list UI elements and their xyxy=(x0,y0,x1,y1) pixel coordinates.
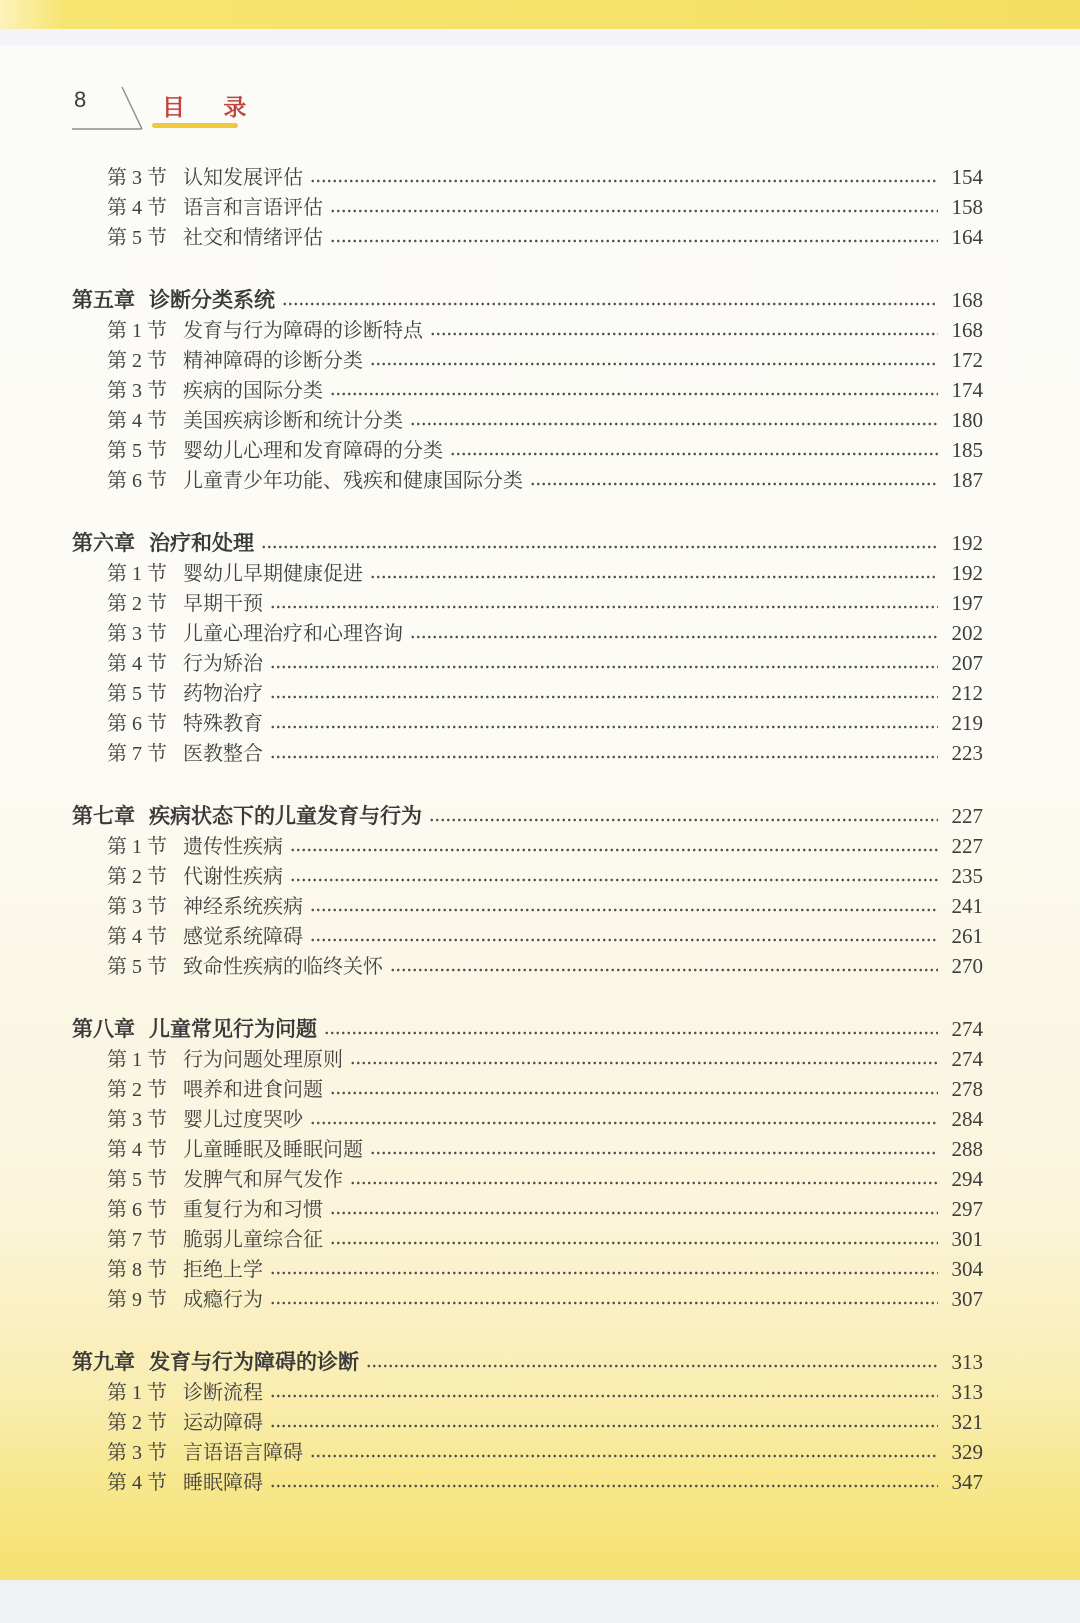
dot-leader xyxy=(290,860,938,890)
toc-section-row xyxy=(72,677,983,707)
section-title: 语言和言语评估 xyxy=(183,197,323,219)
chapter-label: 第九章 xyxy=(72,1351,135,1374)
section-page-number: 187 xyxy=(951,468,983,492)
section-page-number: 180 xyxy=(951,408,983,432)
toc-section-row xyxy=(72,1193,983,1223)
section-page-number: 202 xyxy=(951,621,983,645)
section-label: 第 7 节 xyxy=(107,1229,167,1251)
toc-section-row xyxy=(72,1133,983,1163)
toc-section-row xyxy=(72,830,983,860)
toc-section-row xyxy=(72,647,983,677)
section-title: 儿童睡眠及睡眠问题 xyxy=(183,1139,363,1161)
chapter-title: 发育与行为障碍的诊断 xyxy=(149,1351,359,1374)
toc-section-row xyxy=(72,1436,983,1466)
chapter-label: 第七章 xyxy=(72,805,135,828)
section-title: 婴幼儿早期健康促进 xyxy=(183,563,363,585)
section-page-number: 307 xyxy=(951,1287,983,1311)
section-label: 第 4 节 xyxy=(107,410,167,432)
section-title: 神经系统疾病 xyxy=(183,896,303,918)
toc-list xyxy=(72,161,983,1496)
section-title: 认知发展评估 xyxy=(183,167,303,189)
dot-leader xyxy=(430,314,938,344)
section-title: 致命性疾病的临终关怀 xyxy=(183,956,383,978)
section-label: 第 9 节 xyxy=(107,1289,167,1311)
toc-section-row xyxy=(72,464,983,494)
dot-leader xyxy=(330,1223,938,1253)
section-title: 重复行为和习惯 xyxy=(183,1199,323,1221)
dot-leader xyxy=(270,1283,938,1313)
section-page-number: 212 xyxy=(951,681,983,705)
toc-section-row xyxy=(72,707,983,737)
section-label: 第 5 节 xyxy=(107,440,167,462)
chapter-label: 第五章 xyxy=(72,289,135,312)
dot-leader xyxy=(324,1013,938,1043)
section-label: 第 3 节 xyxy=(107,380,167,402)
dot-leader xyxy=(310,890,938,920)
toc-section-row xyxy=(72,1043,983,1073)
section-label: 第 1 节 xyxy=(107,320,167,342)
section-title: 喂养和进食问题 xyxy=(183,1079,323,1101)
section-label: 第 2 节 xyxy=(107,1412,167,1434)
section-label: 第 4 节 xyxy=(107,1139,167,1161)
section-page-number: 301 xyxy=(951,1227,983,1251)
section-page-number: 174 xyxy=(951,378,983,402)
section-title: 发脾气和屏气发作 xyxy=(183,1169,343,1191)
toc-chapter-row xyxy=(72,284,983,314)
section-title: 遗传性疾病 xyxy=(183,836,283,858)
dot-leader xyxy=(366,1346,938,1376)
dot-leader xyxy=(282,284,938,314)
section-page-number: 297 xyxy=(951,1197,983,1221)
section-page-number: 223 xyxy=(951,741,983,765)
section-title: 成瘾行为 xyxy=(183,1289,263,1311)
dot-leader xyxy=(330,1073,938,1103)
section-page-number: 197 xyxy=(951,591,983,615)
dot-leader xyxy=(429,800,938,830)
section-page-number: 261 xyxy=(951,924,983,948)
toc-section-row xyxy=(72,890,983,920)
section-title: 运动障碍 xyxy=(183,1412,263,1434)
dot-leader xyxy=(270,587,938,617)
toc-section-row xyxy=(72,221,983,251)
section-page-number: 172 xyxy=(951,348,983,372)
section-title: 言语语言障碍 xyxy=(183,1442,303,1464)
section-page-number: 329 xyxy=(951,1440,983,1464)
section-label: 第 2 节 xyxy=(107,1079,167,1101)
book-page xyxy=(0,45,1080,1580)
dot-leader xyxy=(350,1163,938,1193)
folio-page-number: 8 xyxy=(74,87,87,112)
dot-leader xyxy=(370,344,938,374)
section-label: 第 2 节 xyxy=(107,866,167,888)
dot-leader xyxy=(270,737,938,767)
section-title: 脆弱儿童综合征 xyxy=(183,1229,323,1251)
section-title: 发育与行为障碍的诊断特点 xyxy=(183,320,423,342)
toc-section-row xyxy=(72,344,983,374)
section-page-number: 207 xyxy=(951,651,983,675)
dot-leader xyxy=(330,374,938,404)
toc-section-row xyxy=(72,860,983,890)
section-page-number: 168 xyxy=(951,318,983,342)
section-title: 社交和情绪评估 xyxy=(183,227,323,249)
section-label: 第 6 节 xyxy=(107,713,167,735)
section-label: 第 1 节 xyxy=(107,836,167,858)
toc-section-row xyxy=(72,587,983,617)
section-title: 睡眠障碍 xyxy=(183,1472,263,1494)
section-label: 第 6 节 xyxy=(107,1199,167,1221)
chapter-page-number: 192 xyxy=(951,531,983,555)
section-label: 第 3 节 xyxy=(107,896,167,918)
section-page-number: 270 xyxy=(951,954,983,978)
section-page-number: 347 xyxy=(951,1470,983,1494)
dot-leader xyxy=(450,434,938,464)
toc-section-row xyxy=(72,374,983,404)
section-page-number: 321 xyxy=(951,1410,983,1434)
toc-section-row xyxy=(72,737,983,767)
toc-section-row xyxy=(72,617,983,647)
section-title: 早期干预 xyxy=(183,593,263,615)
section-title: 精神障碍的诊断分类 xyxy=(183,350,363,372)
section-label: 第 4 节 xyxy=(107,1472,167,1494)
section-title: 婴幼儿心理和发育障碍的分类 xyxy=(183,440,443,462)
title-underline-bar xyxy=(152,123,238,128)
section-label: 第 5 节 xyxy=(107,227,167,249)
dot-leader xyxy=(310,1103,938,1133)
dot-leader xyxy=(290,830,938,860)
section-page-number: 294 xyxy=(951,1167,983,1191)
dot-leader xyxy=(330,1193,938,1223)
top-scan-band xyxy=(0,0,1080,29)
toc-section-row xyxy=(72,1406,983,1436)
dot-leader xyxy=(270,1253,938,1283)
dot-leader xyxy=(270,677,938,707)
section-title: 诊断流程 xyxy=(183,1382,263,1404)
chapter-page-number: 274 xyxy=(951,1017,983,1041)
section-label: 第 1 节 xyxy=(107,1049,167,1071)
dot-leader xyxy=(270,1406,938,1436)
section-page-number: 235 xyxy=(951,864,983,888)
section-page-number: 274 xyxy=(951,1047,983,1071)
page-title: 目 录 xyxy=(162,94,248,120)
toc-chapter-row xyxy=(72,1346,983,1376)
chapter-page-number: 168 xyxy=(951,288,983,312)
section-label: 第 3 节 xyxy=(107,623,167,645)
section-label: 第 4 节 xyxy=(107,653,167,675)
section-page-number: 284 xyxy=(951,1107,983,1131)
section-page-number: 219 xyxy=(951,711,983,735)
toc-section-row xyxy=(72,1376,983,1406)
chapter-label: 第六章 xyxy=(72,532,135,555)
section-title: 行为问题处理原则 xyxy=(183,1049,343,1071)
dot-leader xyxy=(390,950,938,980)
section-page-number: 304 xyxy=(951,1257,983,1281)
section-title: 特殊教育 xyxy=(183,713,263,735)
dot-leader xyxy=(410,617,938,647)
chapter-title: 疾病状态下的儿童发育与行为 xyxy=(149,805,422,828)
section-label: 第 4 节 xyxy=(107,926,167,948)
section-title: 代谢性疾病 xyxy=(183,866,283,888)
section-page-number: 192 xyxy=(951,561,983,585)
section-page-number: 154 xyxy=(951,165,983,189)
dot-leader xyxy=(270,1376,938,1406)
chapter-title: 儿童常见行为问题 xyxy=(149,1018,317,1041)
section-title: 儿童心理治疗和心理咨询 xyxy=(183,623,403,645)
toc-section-row xyxy=(72,1163,983,1193)
toc-section-row xyxy=(72,1283,983,1313)
dot-leader xyxy=(270,707,938,737)
toc-section-row xyxy=(72,1466,983,1496)
dot-leader xyxy=(261,527,938,557)
dot-leader xyxy=(270,647,938,677)
section-page-number: 313 xyxy=(951,1380,983,1404)
section-title: 婴儿过度哭吵 xyxy=(183,1109,303,1131)
section-page-number: 288 xyxy=(951,1137,983,1161)
dot-leader xyxy=(270,1466,938,1496)
section-page-number: 158 xyxy=(951,195,983,219)
section-label: 第 1 节 xyxy=(107,1382,167,1404)
section-label: 第 1 节 xyxy=(107,563,167,585)
section-label: 第 2 节 xyxy=(107,593,167,615)
chapter-page-number: 313 xyxy=(951,1350,983,1374)
section-label: 第 3 节 xyxy=(107,1442,167,1464)
section-page-number: 278 xyxy=(951,1077,983,1101)
chapter-title: 诊断分类系统 xyxy=(149,289,275,312)
chapter-title: 治疗和处理 xyxy=(149,532,254,555)
toc-section-row xyxy=(72,161,983,191)
dot-leader xyxy=(310,161,938,191)
section-title: 医教整合 xyxy=(183,743,263,765)
dot-leader xyxy=(310,920,938,950)
dot-leader xyxy=(410,404,938,434)
toc-chapter-row xyxy=(72,800,983,830)
dot-leader xyxy=(330,221,938,251)
toc-section-row xyxy=(72,1103,983,1133)
section-title: 疾病的国际分类 xyxy=(183,380,323,402)
section-label: 第 6 节 xyxy=(107,470,167,492)
section-label: 第 8 节 xyxy=(107,1259,167,1281)
bottom-page-edge xyxy=(0,1580,1080,1623)
toc-section-row xyxy=(72,191,983,221)
toc-section-row xyxy=(72,1223,983,1253)
dot-leader xyxy=(370,557,938,587)
toc-section-row xyxy=(72,950,983,980)
section-label: 第 3 节 xyxy=(107,167,167,189)
top-page-edge xyxy=(0,29,1080,45)
toc-section-row xyxy=(72,314,983,344)
page-header xyxy=(72,83,983,133)
section-label: 第 5 节 xyxy=(107,683,167,705)
section-title: 儿童青少年功能、残疾和健康国际分类 xyxy=(183,470,523,492)
chapter-label: 第八章 xyxy=(72,1018,135,1041)
dot-leader xyxy=(370,1133,938,1163)
toc-chapter-row xyxy=(72,1013,983,1043)
section-page-number: 227 xyxy=(951,834,983,858)
section-title: 行为矫治 xyxy=(183,653,263,675)
section-title: 美国疾病诊断和统计分类 xyxy=(183,410,403,432)
dot-leader xyxy=(310,1436,938,1466)
dot-leader xyxy=(350,1043,938,1073)
section-label: 第 5 节 xyxy=(107,956,167,978)
toc-section-row xyxy=(72,434,983,464)
section-label: 第 5 节 xyxy=(107,1169,167,1191)
toc-chapter-row xyxy=(72,527,983,557)
toc-section-row xyxy=(72,1253,983,1283)
section-label: 第 2 节 xyxy=(107,350,167,372)
section-label: 第 4 节 xyxy=(107,197,167,219)
section-title: 拒绝上学 xyxy=(183,1259,263,1281)
dot-leader xyxy=(530,464,938,494)
toc-section-row xyxy=(72,1073,983,1103)
toc-section-row xyxy=(72,557,983,587)
section-label: 第 7 节 xyxy=(107,743,167,765)
chapter-page-number: 227 xyxy=(951,804,983,828)
section-page-number: 164 xyxy=(951,225,983,249)
section-page-number: 185 xyxy=(951,438,983,462)
section-title: 药物治疗 xyxy=(183,683,263,705)
section-page-number: 241 xyxy=(951,894,983,918)
section-label: 第 3 节 xyxy=(107,1109,167,1131)
section-title: 感觉系统障碍 xyxy=(183,926,303,948)
toc-section-row xyxy=(72,920,983,950)
dot-leader xyxy=(330,191,938,221)
toc-section-row xyxy=(72,404,983,434)
